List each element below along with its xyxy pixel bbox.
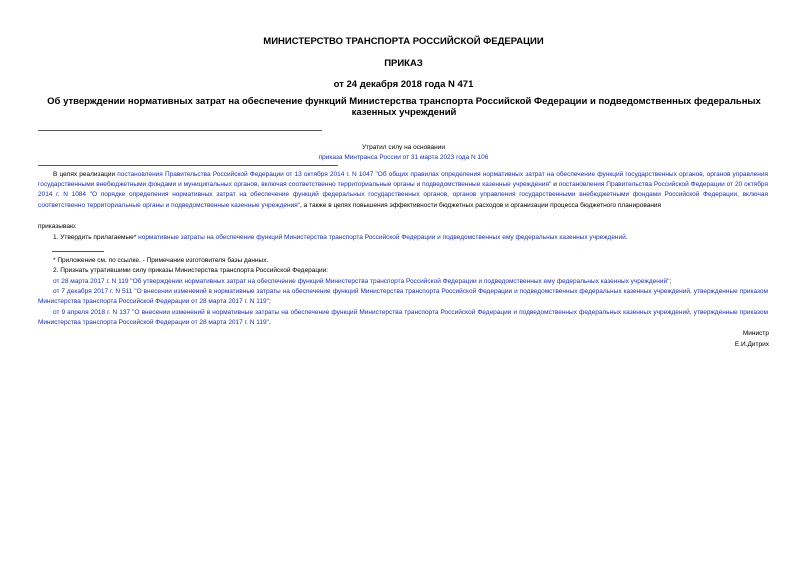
order-119-link[interactable]: от 28 марта 2017 г. N 119 "Об утверждении нормативных затрат на обеспечение функций Министерства транспорта Российской Федерации и подведомственных ему федеральных казенных учреждений" (53, 278, 670, 285)
signatory-position: Министр (742, 330, 769, 337)
footnote: * Приложение см. по ссылке. - Примечание изготовителя базы данных. (53, 257, 269, 264)
order-word: приказываю: (38, 223, 77, 230)
order-137-link[interactable]: от 9 апреля 2018 г. N 137 "О внесении изменений в нормативные затраты на обеспечение функций Министерства транспорта Российской Федерации и подведомственных федеральных казенных учреждений, утвержденные приказом Министерства транспорта Российской Федерации от 28 марта 2017 г. N 119" (38, 309, 768, 327)
item-1-text: . (625, 234, 628, 241)
date-number: от 24 декабря 2018 года N 471 (333, 79, 474, 90)
ministry-title: МИНИСТЕРСТВО ТРАНСПОРТА РОССИЙСКОЙ ФЕДЕРАЦИИ (263, 36, 544, 47)
revoked-note: Утратил силу на основании (361, 144, 446, 151)
doc-type: ПРИКАЗ (384, 58, 423, 69)
divider (38, 165, 338, 166)
resolution-1084-link[interactable]: постановления Правительства Российской Федерации от 20 октября 2014 г. N 1084 "О порядке определения нормативных затрат на обеспечение функций федеральных государственных органов, органов управления государственными внебюджетными фондами Российской Федерации, включая соответственно территориальные органы и подведомственные казенные учреждения" (38, 181, 768, 209)
footnote-divider (52, 251, 104, 252)
revoking-order-link[interactable]: приказа Минтранса России от 31 марта 2023 года N 106 (318, 154, 489, 161)
preamble-text: , а также в целях повышения эффективности бюджетных расходов и организации процесса бюджетного планирования (300, 201, 662, 209)
list-item (38, 287, 768, 307)
list-item (38, 277, 768, 287)
item-1-text: 1. Утвердить прилагаемые* (53, 234, 139, 241)
normative-costs-link[interactable]: нормативные затраты на обеспечение функций Министерства транспорта Российской Федерации и подведомственных ему федеральных казенных учреждений (138, 234, 626, 241)
divider (38, 130, 322, 131)
list-item-tail: ; (268, 298, 271, 306)
revoked-link-line (0, 153, 807, 163)
order-511-link[interactable]: от 7 декабря 2017 г. N 511 "О внесении изменений в нормативные затраты на обеспечение функций Министерства транспорта Российской Федерации и подведомственных федеральных казенных учреждений, утвержденные приказом Министерства транспорта Российской Федерации от 28 марта 2017 г. N 119" (38, 288, 768, 306)
document-subject: Об утверждении нормативных затрат на обеспечение функций Министерства транспорта Российской Федерации и подведомственных федеральных казенных учреждений (47, 96, 761, 118)
preamble-text: В целях реализации (53, 171, 118, 178)
list-item-tail: . (268, 319, 271, 327)
resolution-1047-link[interactable]: постановления Правительства Российской Федерации от 13 октября 2014 г. N 1047 "Об общих правилах определения нормативных затрат на обеспечение функций государственных органов, органов управления государственными внебюджетными фондами и муниципальных органов, включая соответственно территориальные органы и подведомственные казенные учреждения" (38, 171, 768, 189)
item-2: 2. Признать утратившими силу приказы Министерства транспорта Российской Федерации: (53, 267, 329, 274)
signatory-name: Е.И.Дитрих (734, 341, 769, 348)
item-1 (38, 233, 768, 243)
preamble-paragraph (38, 170, 768, 211)
list-item-tail: ; (669, 278, 672, 285)
list-item (38, 308, 768, 328)
preamble-text: и (551, 181, 559, 189)
